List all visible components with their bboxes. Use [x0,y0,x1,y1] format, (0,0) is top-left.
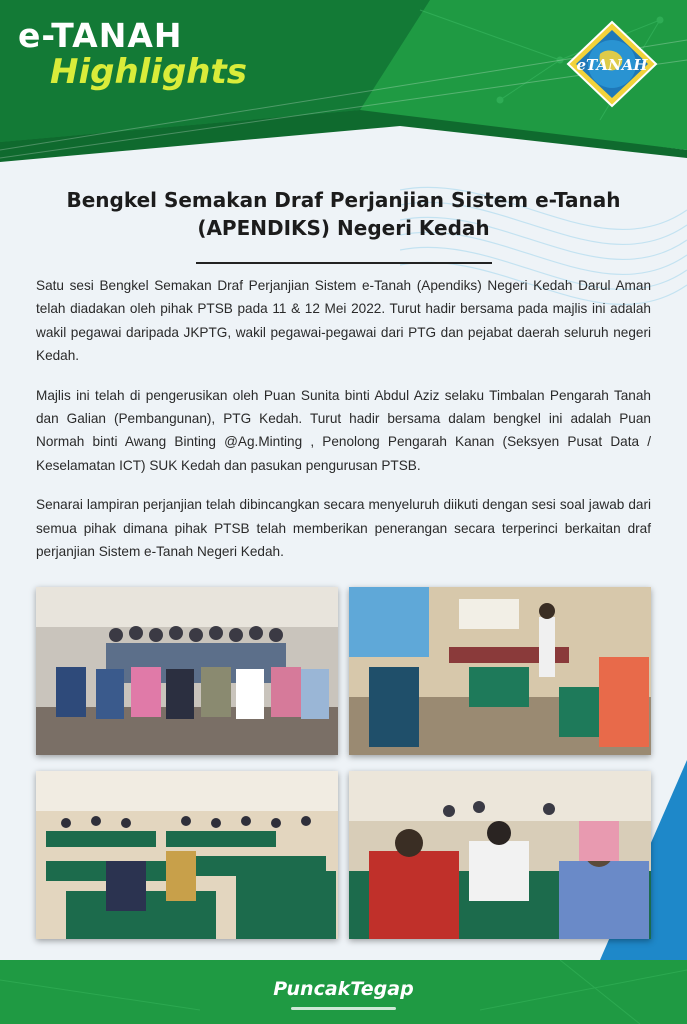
group-photo-image [36,587,338,755]
title-line-2: (APENDIKS) Negeri Kedah [197,216,490,240]
audience-photo-image [36,771,338,939]
title-divider [196,262,492,264]
title-line-1: Bengkel Semakan Draf Perjanjian Sistem e-Tanah [66,188,621,212]
paragraph-2: Majlis ini telah di pengerusikan oleh Puan Sunita binti Abdul Aziz selaku Timbalan Pengarah Tanah dan Galian (Pembangunan), PTG Kedah. Turut hadir bersama dalam bengkel ini adalah Puan Normah binti Awang Binting @Ag.Minting , Penolong Pengarah Kanan (Seksyen Pusat Data / Keselamatan ICT) SUK Kedah dan pasukan pengurusan PTSB. [36,387,651,473]
photo-discussion [349,771,651,939]
paragraph-1: Satu sesi Bengkel Semakan Draf Perjanjian Sistem e-Tanah (Apendiks) Negeri Kedah Darul Aman telah diadakan oleh pihak PTSB pada 11 & 12 Mei 2022. Turut hadir bersama pada majlis ini adalah wakil pegawai daripada JKPTG, wakil pegawai-pegawai dari PTG dan pejabat daerah seluruh negeri Kedah. [36,278,651,364]
logo-swoosh [291,1007,396,1010]
article-body [36,274,651,579]
photo-group [36,587,338,755]
footer-banner [0,960,687,1024]
presentation-photo-image [349,587,651,755]
photo-presentation [349,587,651,755]
brand-title: e-TANAH [18,16,183,55]
puncaktegap-logo: PuncakTegap [273,978,414,1000]
logo-text: eTANAH [576,56,648,74]
photo-audience [36,771,338,939]
article-title [40,186,647,242]
paragraph-3: Senarai lampiran perjanjian telah dibincangkan secara menyeluruh diikuti dengan sesi soal jawab dari semua pihak dimana pihak PTSB telah memberikan penerangan secara terperinci berkaitan draf perjanjian Sistem e-Tanah Negeri Kedah. [36,497,651,560]
header-banner [0,0,687,170]
etanah-logo [566,20,658,108]
discussion-photo-image [349,771,651,939]
brand-subtitle: Highlights [50,52,247,92]
